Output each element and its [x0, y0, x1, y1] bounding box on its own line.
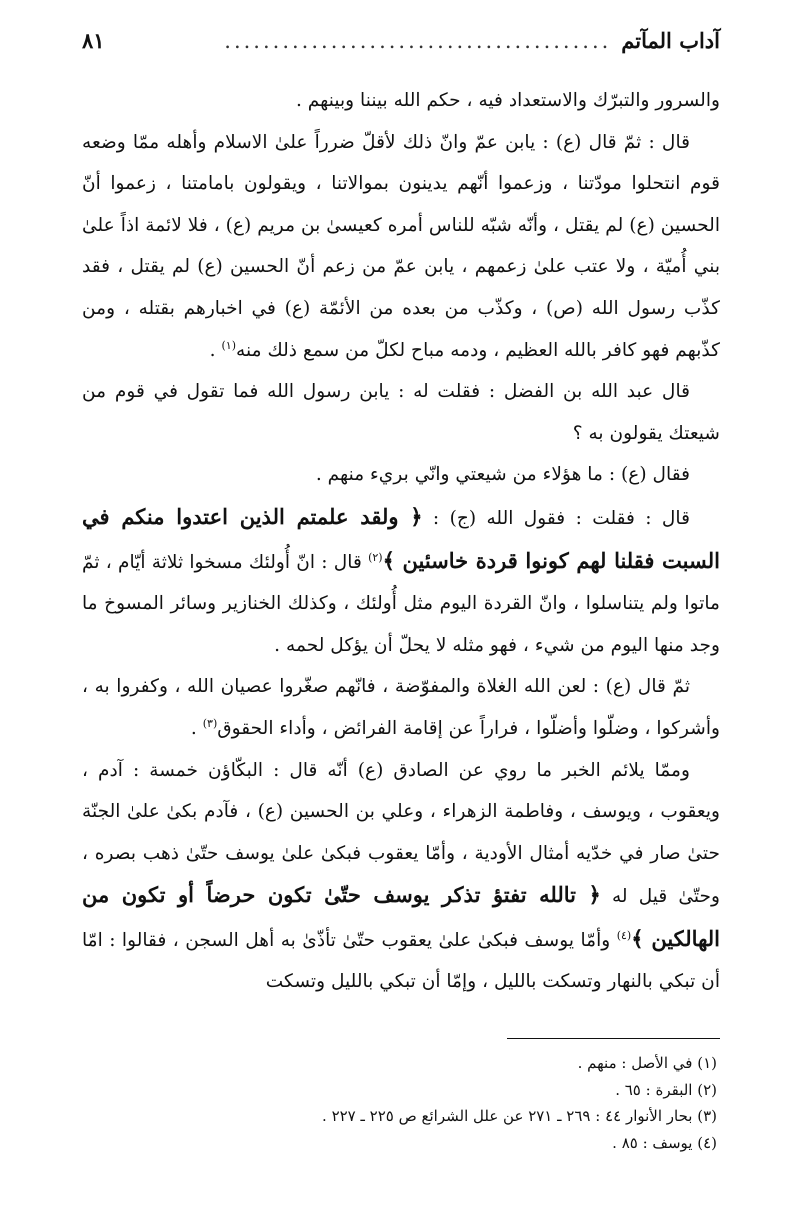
- footnote: (٣) بحار الأنوار ٤٤ : ٢٦٩ ـ ٢٧١ عن علل الشرائع ص ٢٢٥ ـ ٢٢٧ .: [322, 1107, 717, 1125]
- footnote-ref: (٣): [202, 716, 218, 730]
- paragraph: فقال (ع) : ما هؤلاء من شيعتي وانّي بريء منهم .: [315, 464, 690, 486]
- quran-verse: ﴿ ولقد علمتم الذين اعتدوا منكم في السبت فقلنا لهم كونوا قردة خاسئين ﴾: [82, 503, 720, 573]
- page-number: ٨١: [82, 28, 105, 53]
- footnotes: [197, 1050, 717, 1156]
- paragraph: ثمّ قال (ع) : لعن الله الغلاة والمفوّضة ، فانّهم صغّروا عصيان الله ، وكفروا به ، وأشركوا ، وضلّوا وأضلّوا ، فراراً عن إقامة الفرائض ، وأداء الحقوق$^{(٣)}$ .: [82, 676, 720, 739]
- footnote-ref: (٢): [368, 550, 383, 564]
- footnote: (١) في الأصل : منهم .: [577, 1054, 717, 1072]
- footnote-ref: (١): [221, 338, 236, 352]
- running-header: [82, 28, 720, 68]
- header-leader-dots: ........................................: [224, 29, 612, 53]
- footnote: (٤) يوسف : ٨٥ .: [612, 1133, 717, 1152]
- paragraph: قال : ثمّ قال (ع) : يابن عمّ وانّ ذلك لأقلّ ضرراً علىٰ الاسلام وأهله ممّا وضعه قوم انتحلوا مودّتنا ، وزعموا أنّهم يدينون بموالاتنا ، ويقولون بامامتنا ، زعموا أنّ الحسين (ع) لم يقتل ، وأنّه شبّه للناس أمره كعيسىٰ بن مريم (ع) ، فلا لائمة اذاً علىٰ بني أُميّة ، ولا عتب علىٰ زعمهم ، يابن عمّ من زعم أنّ الحسين (ع) لم يقتل ، فقد كذّب رسول الله (ص) ، وكذّب من بعده من الأئمّة (ع) في اخبارهم بقتله ، ومن كذّبهم فهو كافر بالله العظيم ، ودمه مباح لكلّ من سمع ذلك منه$^{(١)}$ .: [82, 131, 720, 361]
- header-title: آداب المآتم: [621, 28, 720, 53]
- paragraph: قال : فقلت : فقول الله (ج) : ﴿ ولقد علمتم الذين اعتدوا منكم في السبت فقلنا لهم كونوا قردة خاسئين ﴾$^{(٢)}$ قال : انّ أُولئك مسخوا ثلاثة أيّام ، ثمّ ماتوا ولم يتناسلوا ، وانّ القردة اليوم مثل أُولئك ، وكذلك الخنازير وسائر المسوخ ما وجد منها اليوم من شيء ، فهو مثله لا يحلّ أن يؤكل لحمه .: [82, 503, 720, 656]
- page-content: [82, 28, 720, 1003]
- quran-verse: ﴿ تالله تفتؤ تذكر يوسف حتّىٰ تكون حرضاً أو تكون من الهالكين ﴾: [82, 882, 720, 951]
- paragraph: وممّا يلائم الخبر ما روي عن الصادق (ع) أنّه قال : البكّاؤن خمسة : آدم ، ويعقوب ، ويوسف ، وفاطمة الزهراء ، وعلي بن الحسين (ع) ، فآدم بكىٰ علىٰ الجنّة حتىٰ صار في خدّيه أمثال الأودية ، وأمّا يعقوب فبكىٰ علىٰ يوسف حتّىٰ ذهب بصره ، وحتّىٰ قيل له ﴿ تالله تفتؤ تذكر يوسف حتّىٰ تكون حرضاً أو تكون من الهالكين ﴾$^{(٤)}$ وأمّا يوسف فبكىٰ علىٰ يعقوب حتّىٰ تأذّىٰ به أهل السجن ، فقالوا : امّا أن تبكي بالنهار وتسكت بالليل ، وإمّا أن تبكي بالليل وتسكت: [82, 759, 721, 993]
- paragraph: قال عبد الله بن الفضل : فقلت له : يابن رسول الله فما تقول في قوم من شيعتك يقولون به ؟: [82, 381, 720, 444]
- paragraph: والسرور والتبرّك والاستعداد فيه ، حكم الله بيننا وبينهم .: [295, 90, 720, 111]
- footnote-ref: (٤): [616, 928, 632, 942]
- footnote: (٢) البقرة : ٦٥ .: [615, 1080, 717, 1099]
- main-text: [82, 80, 720, 1003]
- footnote-separator: [507, 1038, 720, 1039]
